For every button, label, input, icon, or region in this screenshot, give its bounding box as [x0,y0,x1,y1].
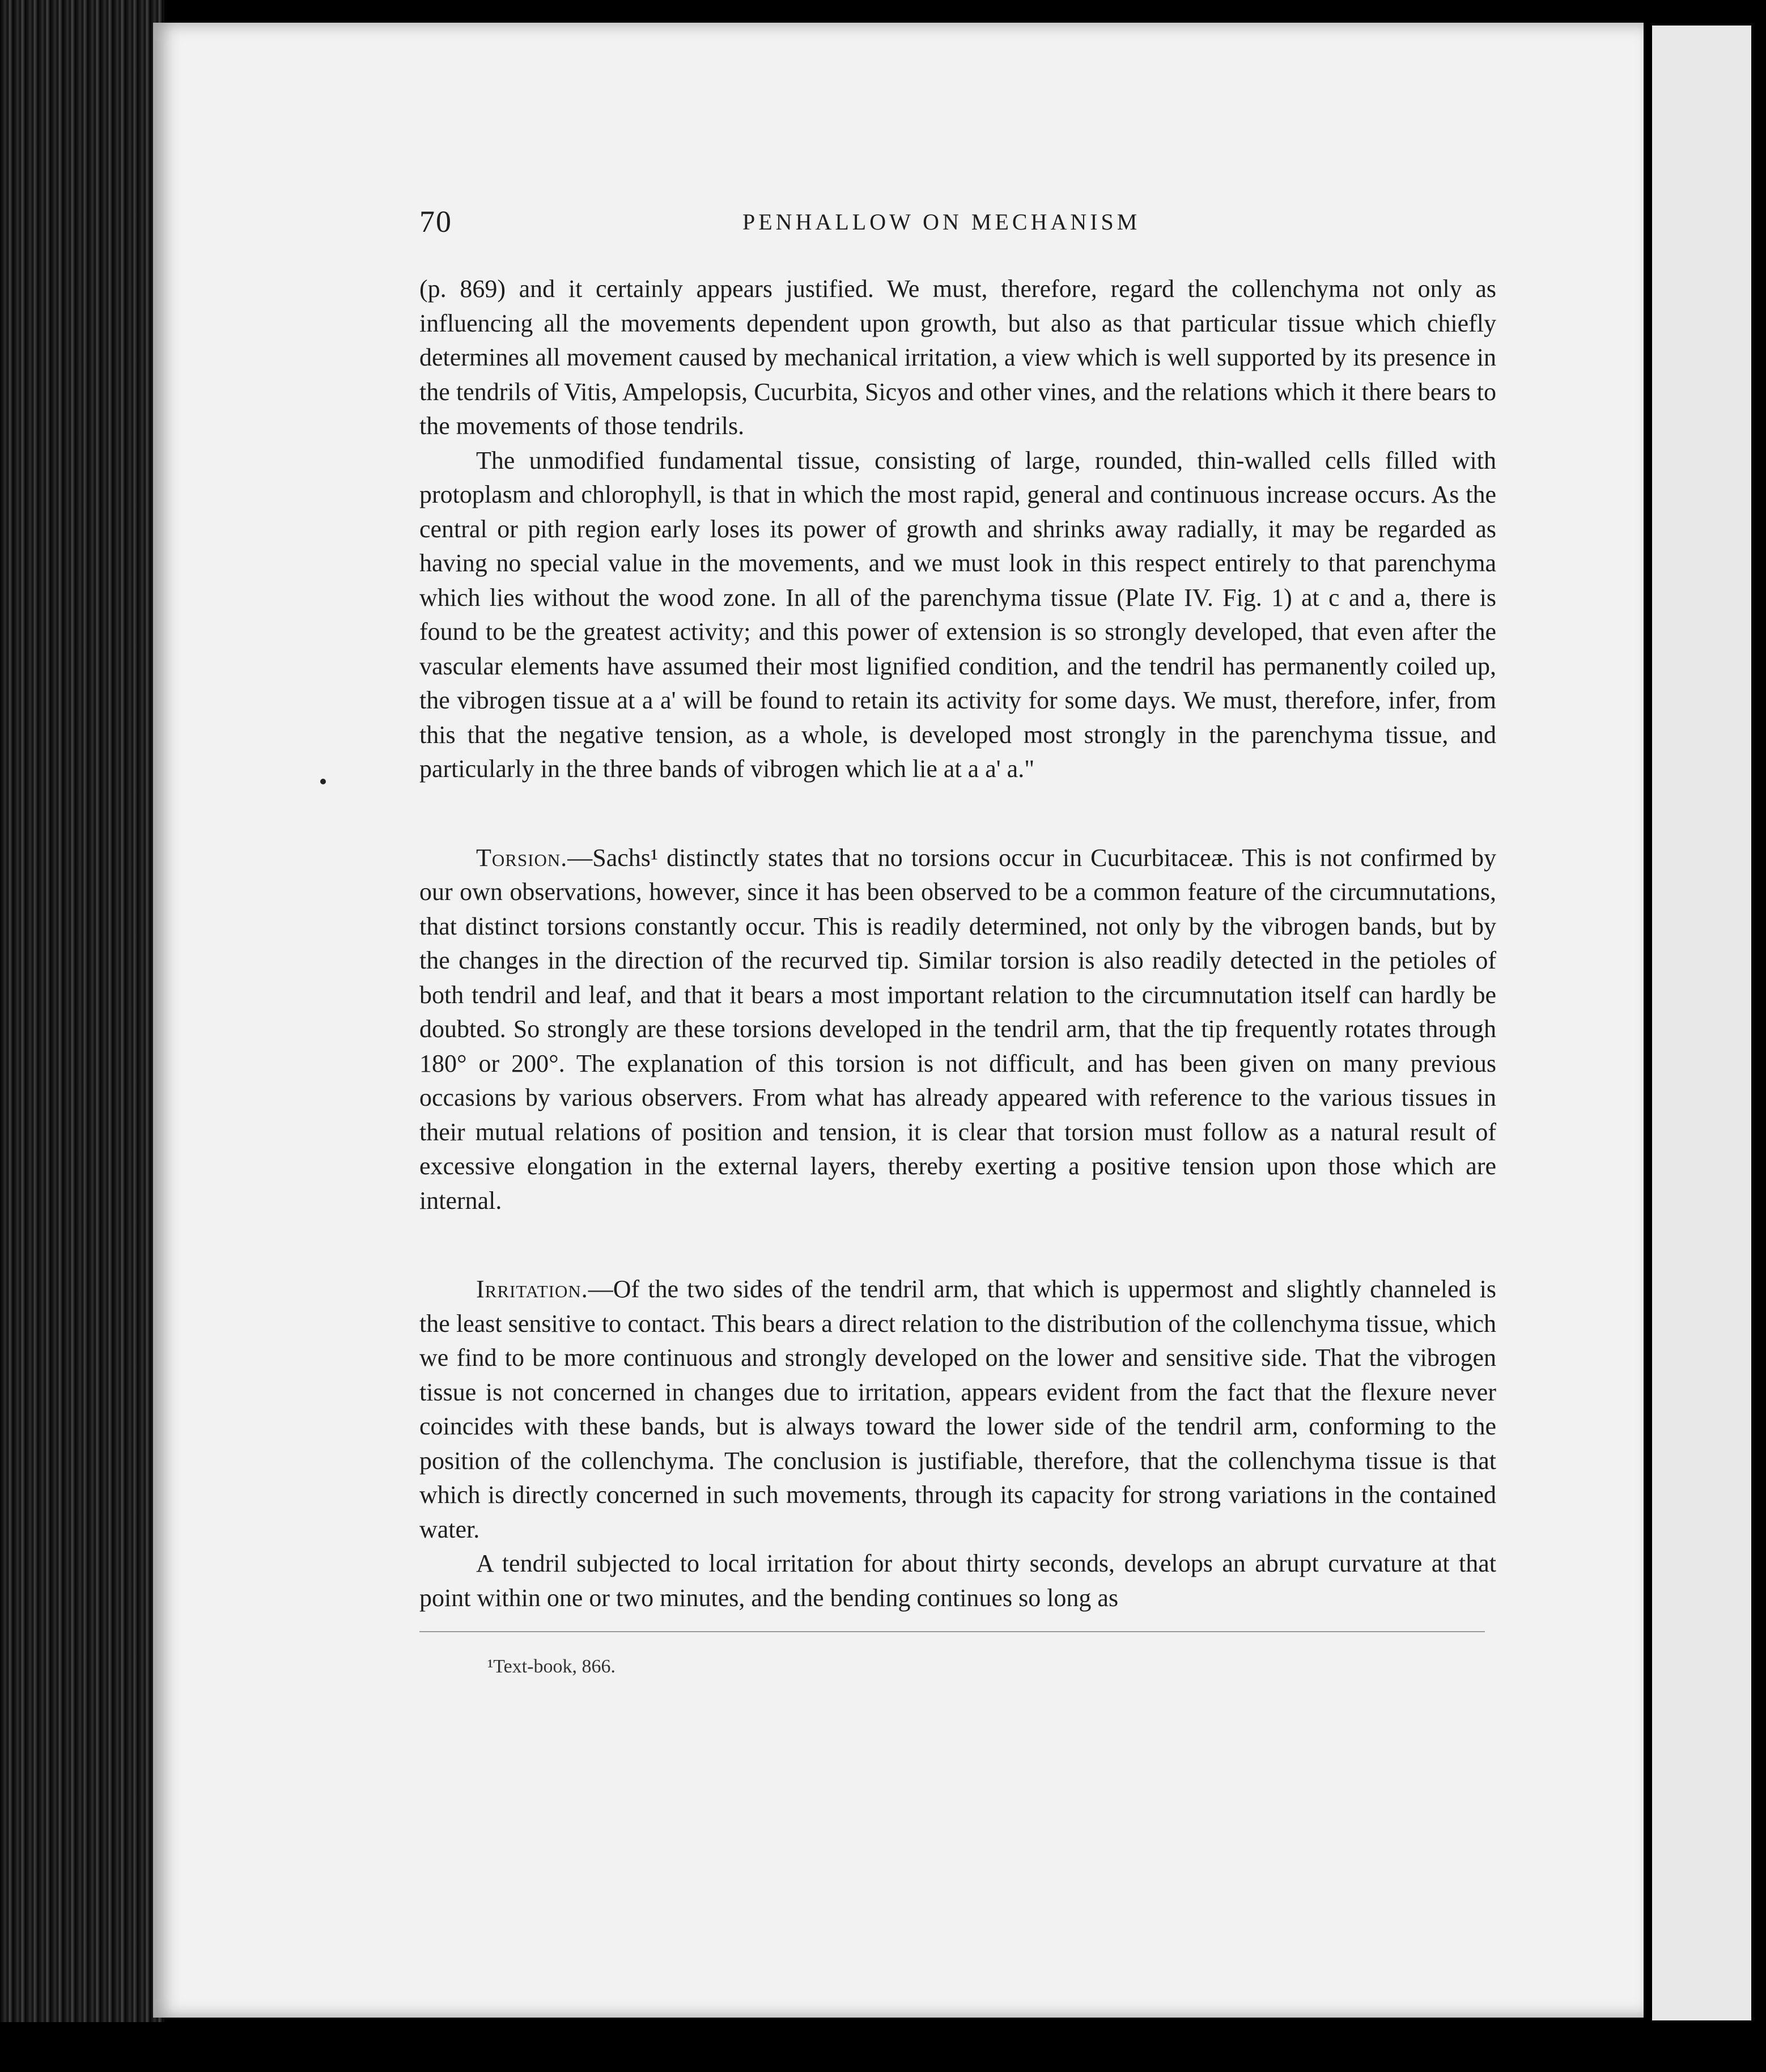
irritation-text: —Of the two sides of the tendril arm, that which is uppermost and slightly channeled is the least sensitive to contact. This bears a direct relation to the distribution of the collenchyma tissue, which we find to be more continuous and strongly developed on the lower and sensitive side. That the vibrogen tissue is not concerned in changes due to irritation, appears evident from the fact that the flexure never coincides with these bands, but is always toward the lower side of the tendril arm, conforming to the position of the collenchyma. The conclusion is justifiable, therefore, that the collenchyma tissue is that which is directly concerned in such movements, through its capacity for strong variations in the contained water. [419,1275,1496,1543]
running-head: PENHALLOW ON MECHANISM [742,209,1141,235]
torsion-text: —Sachs¹ distinctly states that no torsions occur in Cucurbitaceæ. This is not confirmed by our own observations, however, since it has been observed to be a common feature of the circumnutations, that distinct torsions constantly occur. This is readily determined, not only by the vibrogen bands, but by the changes in the direction of the recurved tip. Similar torsion is also readily detected in the petioles of both tendril and leaf, and that it bears a most important relation to the circumnutation itself can hardly be doubted. So strongly are these torsions developed in the tendril arm, that the tip frequently rotates through 180° or 200°. The explanation of this torsion is not difficult, and has been given on many previous occasions by various observers. From what has already appeared with reference to the various tissues in their mutual relations of position and tension, it is clear that torsion must follow as a natural result of excessive elongation in the external layers, thereby exerting a positive tension upon those which are internal. [419,843,1496,1215]
paragraph-continuation: (p. 869) and it certainly appears justified. We must, therefore, regard the collenchyma not only as influencing all the movements dependent upon growth, but also as that particular tissue which chiefly determines all movement caused by mechanical irritation, a view which is well supported by its presence in the tendrils of Vitis, Ampelopsis, Cucurbita, Sicyos and other vines, and the relations which it there bears to the movements of those tendrils. [419,275,1496,440]
irritation-heading: Irritation. [476,1275,588,1303]
torsion-heading: Torsion. [476,843,568,872]
footnote: ¹Text-book, 866. [487,1656,615,1677]
page-number: 70 [419,205,452,239]
paragraph-fundamental-tissue: The unmodified fundamental tissue, consisting of large, rounded, thin-walled cells filled with protoplasm and chlorophyll, is that in which the most rapid, general and continuous increase occurs. As the central or pith region early loses its power of growth and shrinks away radially, it may be regarded as having no special value in the movements, and we must look in this respect entirely to that parenchyma which lies without the wood zone. In all of the parenchyma tissue (Plate IV. Fig. 1) at c and a, there is found to be the greatest activity; and this power of extension is so strongly developed, that even after the vascular elements have assumed their most lignified condition, and the tendril has permanently coiled up, the vibrogen tissue at a a' will be found to retain its activity for some days. We must, therefore, infer, from this that the negative tension, as a whole, is developed most strongly in the parenchyma tissue, and particularly in the three bands of vibrogen which lie at a a' a." [419,446,1496,783]
paragraph-irritation [419,1272,1496,1547]
facing-page-edge [1652,26,1751,2020]
book-gutter [0,0,164,2072]
footnote-rule [419,1631,1485,1632]
page-content [419,204,1496,1678]
paragraph-local-irritation: A tendril subjected to local irritation for about thirty seconds, develops an abrupt curvature at that point within one or two minutes, and the bending continues so long as [419,1549,1496,1612]
bottom-margin [0,2022,1766,2072]
paragraph-torsion [419,841,1496,1218]
page-header [419,204,1496,249]
stray-mark [320,779,326,784]
